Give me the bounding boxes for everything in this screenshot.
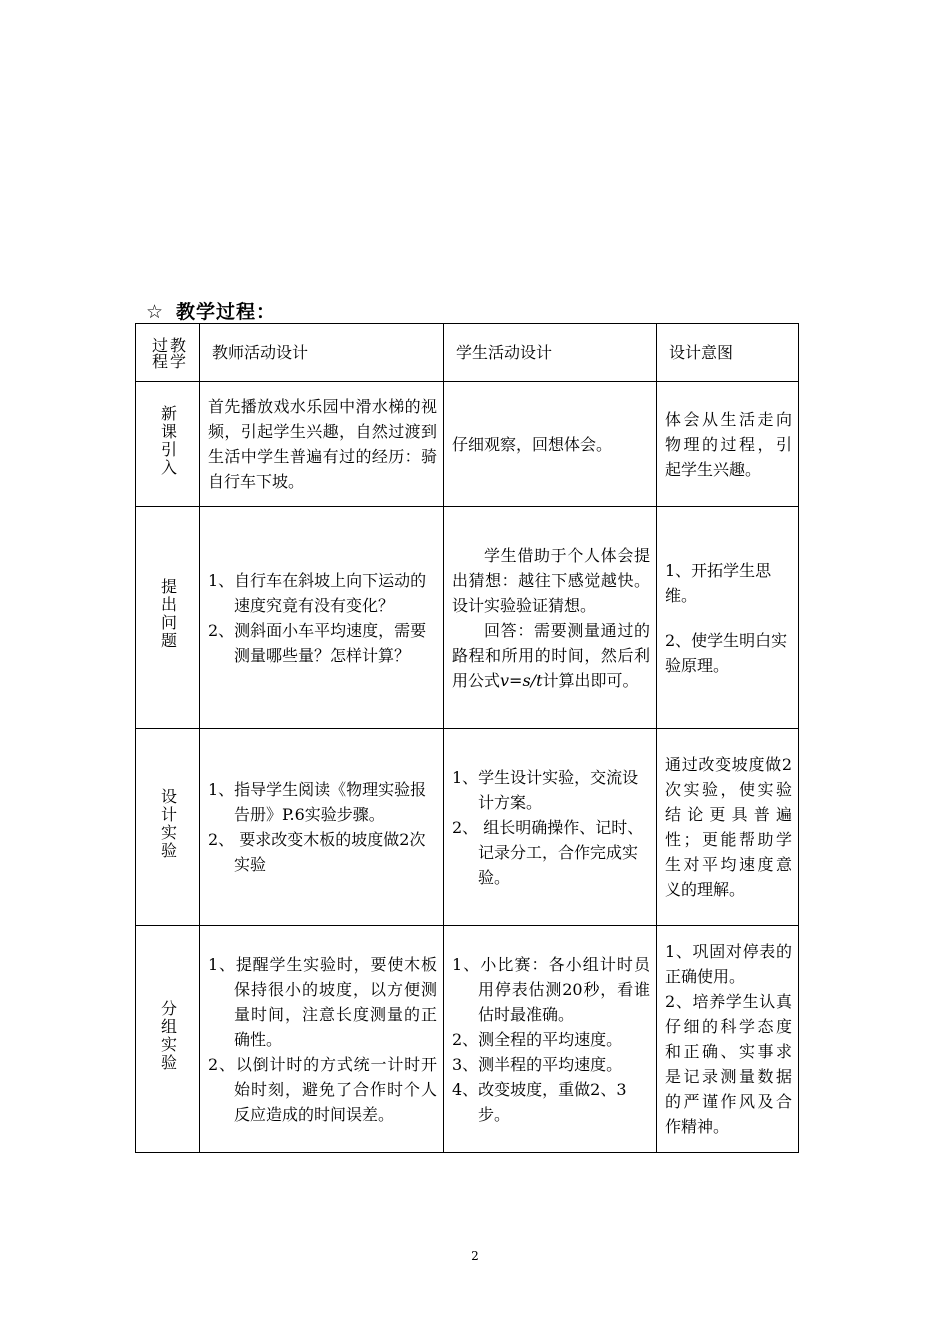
teacher-item: 1、指导学生阅读《物理实验报告册》P.6实验步骤。 (208, 780, 427, 824)
process-label: 分组实验 (158, 999, 178, 1072)
teacher-item: 1、提醒学生实验时，要使木板保持很小的坡度，以方便测量时间，注意长度测量的正确性。 (208, 954, 437, 1049)
student-item: 3、测半程的平均速度。 (452, 1054, 623, 1074)
student-cell (444, 926, 657, 1153)
intent-item: 1、巩固对停表的正确使用。 (665, 942, 792, 986)
table-header-row (136, 324, 799, 382)
intent-item: 2、使学生明白实验原理。 (665, 630, 788, 675)
process-cell (136, 729, 200, 926)
teaching-process-table (135, 323, 799, 1153)
table-row (136, 926, 799, 1153)
intent-text: 体会从生活走向物理的过程，引起学生兴趣。 (665, 409, 792, 479)
student-text (452, 618, 650, 693)
teacher-cell (200, 729, 444, 926)
teacher-text: 首先播放戏水乐园中滑水梯的视频，引起学生兴趣，自然过渡到生活中学生普遍有过的经历：骑自行车下坡。 (208, 397, 437, 491)
intent-cell (657, 729, 799, 926)
process-cell (136, 382, 200, 507)
formula: v=s/t (500, 670, 543, 690)
process-cell (136, 507, 200, 729)
teacher-item: 2、以倒计时的方式统一计时开始时刻，避免了合作时个人反应造成的时间误差。 (208, 1054, 437, 1124)
intent-cell (657, 926, 799, 1153)
process-label: 新课引入 (158, 404, 178, 477)
student-item: 1、小比赛：各小组计时员用停表估测20秒，看谁估时最准确。 (452, 954, 650, 1024)
page-number: 2 (471, 1249, 479, 1263)
star-icon: ☆ (146, 301, 165, 323)
student-item: 4、改变坡度，重做2、3步。 (452, 1079, 627, 1124)
student-item: 2、测全程的平均速度。 (452, 1029, 623, 1049)
teacher-cell (200, 926, 444, 1153)
student-cell (444, 382, 657, 507)
teacher-item: 2、 要求改变木板的坡度做2次实验 (208, 830, 426, 874)
table-row (136, 729, 799, 926)
teacher-cell (200, 382, 444, 507)
student-item: 1、学生设计实验，交流设计方案。 (452, 767, 639, 812)
student-answer-end: 计算出即可。 (542, 670, 639, 690)
student-cell (444, 729, 657, 926)
teacher-item: 2、测斜面小车平均速度，需要测量哪些量？怎样计算？ (208, 620, 427, 665)
process-label: 提出问题 (158, 578, 178, 650)
table-row (136, 382, 799, 507)
student-text: 学生借助于个人体会提出猜想：越往下感觉越快。设计实验验证猜想。 (452, 545, 650, 615)
student-text: 仔细观察，回想体会。 (452, 434, 613, 454)
student-answer: 回答：需要测量通过的路程和所用的时间，然后利用公式 (452, 620, 650, 690)
header-corner-cell (136, 324, 200, 382)
header-corner-left: 过程 (149, 336, 169, 369)
header-corner-right: 教学 (167, 336, 187, 369)
table-row (136, 507, 799, 729)
teacher-cell (200, 507, 444, 729)
intent-item: 2、培养学生认真仔细的科学态度和正确、实事求是记录测量数据的严谨作风及合作精神。 (665, 992, 792, 1136)
intent-text: 通过改变坡度做2次实验，使实验结论更具普遍性；更能帮助学生对平均速度意义的理解。 (665, 755, 792, 899)
teacher-item: 1、自行车在斜坡上向下运动的速度究竟有没有变化？ (208, 570, 427, 615)
intent-cell (657, 507, 799, 729)
intent-item: 1、开拓学生思维。 (665, 560, 772, 605)
section-heading (146, 297, 276, 324)
header-intent: 设计意图 (657, 324, 799, 382)
student-cell (444, 507, 657, 729)
intent-cell (657, 382, 799, 507)
process-label: 设计实验 (158, 787, 178, 860)
header-teacher: 教师活动设计 (200, 324, 444, 382)
header-student: 学生活动设计 (444, 324, 657, 382)
section-heading-text: 教学过程： (176, 301, 277, 323)
student-item: 2、 组长明确操作、记时、记录分工，合作完成实验。 (452, 817, 644, 887)
process-cell (136, 926, 200, 1153)
